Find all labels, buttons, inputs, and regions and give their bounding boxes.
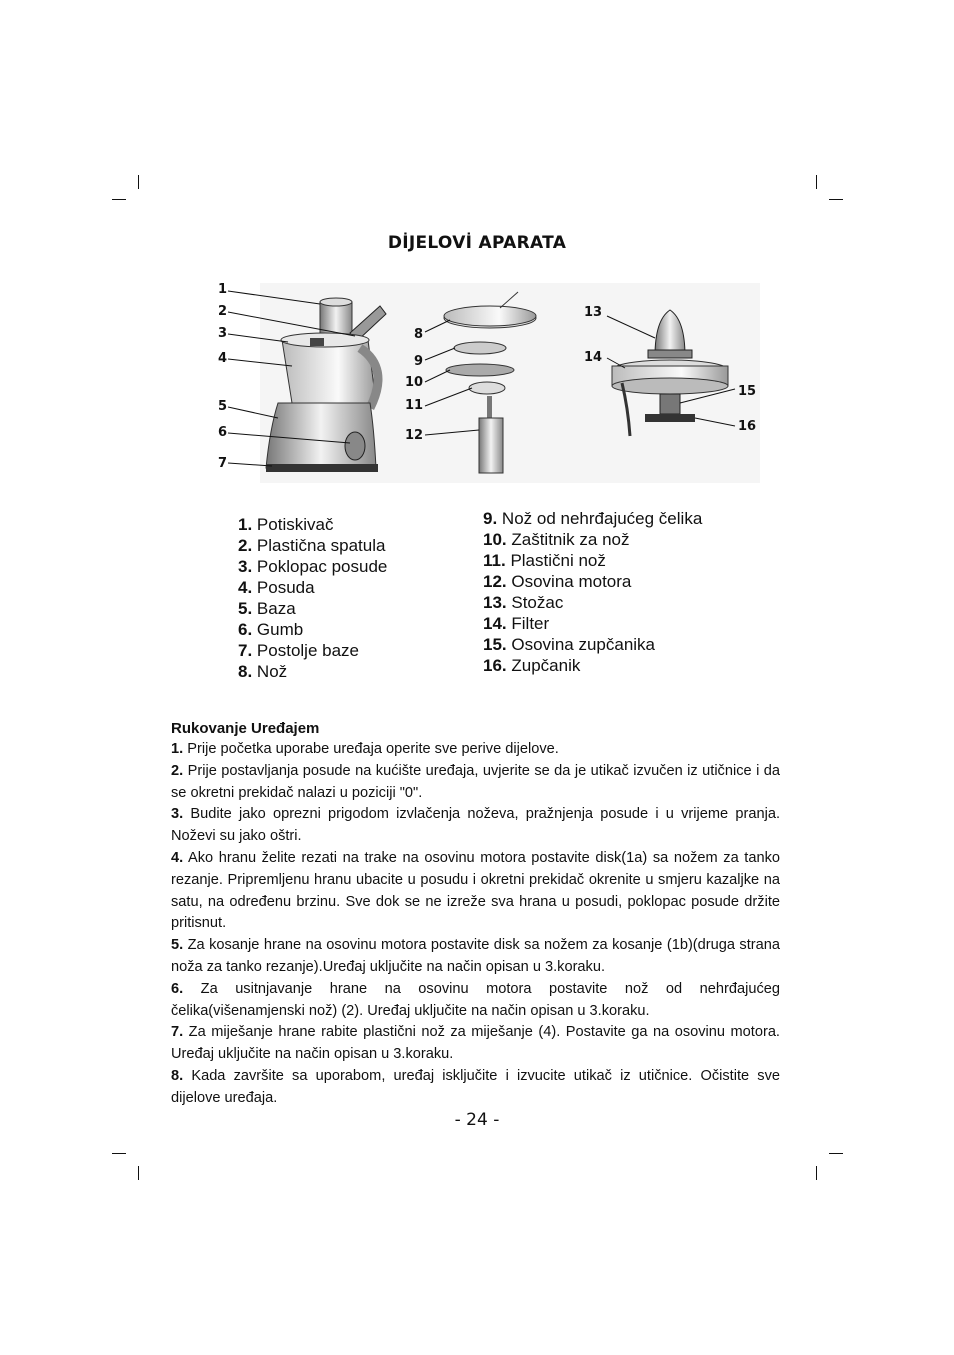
callout-10: 10: [405, 375, 424, 390]
legend-item: 9. Nož od nehrđajućeg čelika: [483, 509, 703, 528]
instruction-step: 2. Prije postavljanja posude na kućište uređaja, uvjerite se da je utikač izvučen iz utičnice i da se okretni prekidač nalazi u poziciji "0".: [171, 762, 780, 801]
callout-16: 16: [738, 419, 757, 434]
callout-9: 9: [414, 354, 424, 369]
instruction-step: 8. Kada završite sa uporabom, uređaj isključite i izvucite utikač iz utičnice. Očistite sve dijelove uređaja.: [171, 1067, 780, 1106]
crop-mark: [112, 1153, 126, 1154]
callout-3: 3: [218, 326, 228, 341]
callout-14: 14: [584, 350, 603, 365]
crop-mark: [138, 1166, 139, 1180]
instruction-step: 6. Za usitnjavanje hrane na osovinu motora postavite nož od nehrđajućeg čelika(višenamjenski nož) (2). Uređaj uključite na način opisan u 3.koraku.: [171, 980, 780, 1019]
crop-mark: [816, 175, 817, 189]
legend-item: 7. Postolje baze: [238, 641, 359, 660]
callout-13: 13: [584, 305, 603, 320]
callout-4: 4: [218, 351, 228, 366]
crop-mark: [816, 1166, 817, 1180]
legend-item: 3. Poklopac posude: [238, 557, 388, 576]
legend-item: 5. Baza: [238, 599, 296, 618]
callout-8: 8: [414, 327, 424, 342]
page-title: DİJELOVİ APARATA: [387, 233, 567, 253]
instruction-step: 3. Budite jako oprezni prigodom izvlačenja noževa, pražnjenja posude i u vrijeme pranja. Noževi su jako oštri.: [171, 806, 780, 845]
legend-item: 10. Zaštitnik za nož: [483, 530, 630, 549]
legend-item: 2. Plastična spatula: [238, 536, 386, 555]
callout-11: 11: [405, 398, 424, 413]
crop-mark: [138, 175, 139, 189]
legend-item: 14. Filter: [483, 614, 550, 633]
callout-6: 6: [218, 425, 228, 440]
legend-item: 12. Osovina motora: [483, 572, 632, 591]
legend-item: 13. Stožac: [483, 593, 564, 612]
page-number: - 24 -: [454, 1110, 500, 1130]
legend-item: 4. Posuda: [238, 578, 315, 597]
instruction-step: 5. Za kosanje hrane na osovinu motora postavite disk sa nožem za kosanje (1b)(druga strana noža za tanko rezanje).Uređaj uključite na način opisan u 3.koraku.: [171, 937, 780, 975]
crop-mark: [829, 1153, 843, 1154]
instructions-section: [171, 719, 780, 1110]
legend-item: 16. Zupčanik: [483, 656, 581, 675]
callout-7: 7: [218, 456, 228, 471]
legend-item: 11. Plastični nož: [483, 551, 606, 570]
callout-5: 5: [218, 399, 228, 414]
section-heading: Rukovanje Uređajem: [171, 720, 320, 737]
legend-item: 6. Gumb: [238, 620, 304, 639]
legend-item: 15. Osovina zupčanika: [483, 635, 656, 654]
callout-15: 15: [738, 384, 757, 399]
parts-legend-right: [483, 508, 702, 676]
instruction-step: 4. Ako hranu želite rezati na trake na osovinu motora postavite disk(1a) sa nožem za tanko rezanje. Pripremljenu hranu ubacite u posudu i okretni prekidač okrenite u smjeru kazaljke na satu, na određenu brzinu. Sve dok se ne izreže sva hrana u posudi, poklopac posude držite pritisnut.: [171, 849, 780, 932]
instruction-step: 7. Za miješanje hrane rabite plastični nož za miješanje (4). Postavite ga na osovinu motora. Uređaj uključite na način opisan u 3.koraku.: [171, 1024, 780, 1063]
legend-item: 8. Nož: [238, 662, 288, 681]
callout-12: 12: [405, 428, 424, 443]
parts-diagram: [200, 278, 760, 488]
callout-2: 2: [218, 304, 228, 319]
instruction-step: 1. Prije početka uporabe uređaja operite sve perive dijelove.: [171, 741, 559, 757]
legend-item: 1. Potiskivač: [238, 515, 334, 534]
callout-1: 1: [218, 282, 228, 297]
crop-mark: [829, 199, 843, 200]
callout-leaders: [200, 278, 760, 488]
crop-mark: [112, 199, 126, 200]
parts-legend-left: [238, 514, 387, 682]
